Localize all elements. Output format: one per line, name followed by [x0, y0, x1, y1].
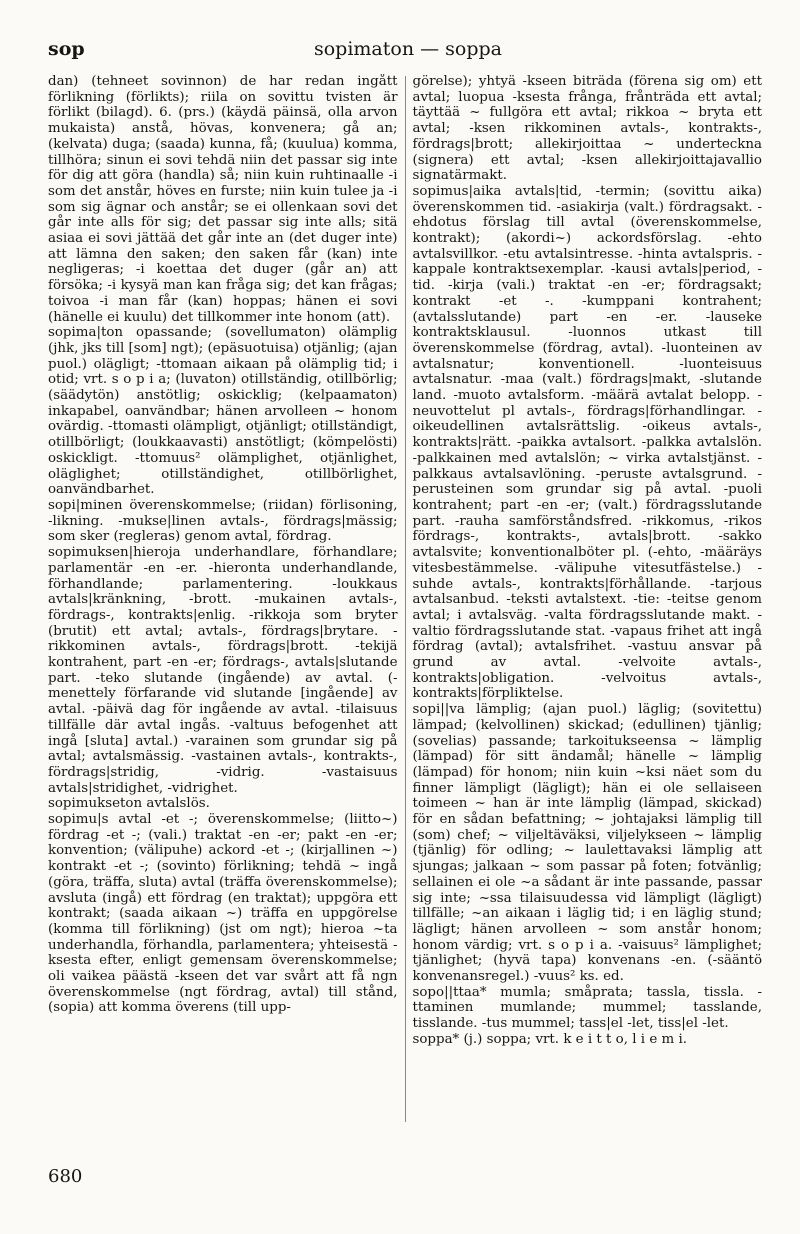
dictionary-entry: sopi||va lämplig; (ajan puol.) läglig; (sovitettu) lämpad; (kelvollinen) skickad; (edullinen) tjänlig; (sovelias) passande; tarkoitukseensa ~ lämplig (lämpad) för sitt ändamål; hänelle ~ lämplig (lämpad) för honom; niin kuin ~ksi näet som du finner lämpligt (lägligt); hän ei ole sellaiseen toimeen ~ han är inte lämplig (lämpad, skickad) för en sådan befattning; ~ johtajaksi lämplig till (som) chef; ~ viljeltäväksi, viljelykseen ~ lämplig (tjänlig) för odling; ~ laulettavaksi lämplig att sjungas; jalkaan ~ som passar på foten; fotvänlig; sellainen ei ole ~a sådant är inte passande, passar sig inte; ~ssa tilaisuudessa vid lämpligt (lägligt) tillfälle; ~an aikaan i läglig tid; i en läglig stund; lägligt; hänen arvolleen ~ som anstår honom; honom värdig; vrt. s o p i a. -vaisuus² lämplighet; tjänlighet; (hyvä tapa) konvenans -en. (-sääntö konvenansregel.) -vuus² ks. ed.	[412, 702, 762, 985]
dictionary-entry: dan) (tehneet sovinnon) de har redan ingått förlikning (förlikts); riila on sovittu tvisten är förlikt (bilagd). 6. (prs.) (käydä päinsä, olla arvon mukaista) anstå, hövas, konvenera; gå an; (kelvata) duga; (saada) kunna, få; (kuulua) komma, tillhöra; sinun ei sovi tehdä niin det passar sig inte för dig att göra (handla) så; niin kuin ruhtinaalle -i som det anstår, höves en furste; niin kuin tulee ja -i som sig ägnar och anstår; se ei ollenkaan sovi det går inte alls för sig; det passar sig inte alls; sitä asiaa ei sovi jättää det går inte an (det duger inte) att lämna den saken; den saken får (kan) inte negligeras; -i koettaa det duger (går an) att försöka; -i kysyä man kan fråga sig; det kan frågas; toivoa -i man får (kan) hoppas; hänen ei sovi (hänelle ei kuulu) det tillkommer inte honom (att).	[48, 74, 398, 325]
dictionary-entry: sopi|minen överenskommelse; (riidan) förlisoning, -likning. -mukse|linen avtals-, fördrags|mässig; som sker (regleras) genom avtal, fördrag.	[48, 497, 398, 545]
guide-word: sop	[48, 38, 85, 60]
dictionary-entry: soppa* (j.) soppa; vrt. k e i t t o, l i e m i.	[412, 1031, 688, 1047]
dictionary-entry: sopima|ton opassande; (sovellumaton) olämplig (jhk, jks till [som] ngt); (epäsuotuisa) otjänlig; (ajan puol.) olägligt; -ttomaan aikaan på olämplig tid; i otid; vrt. s o p i a; (luvaton) otillständig, otillbörlig; (säädytön) anstötlig; oskicklig; (kelpaamaton) inkapabel, oanvändbar; hänen arvolleen ~ honom ovärdig. -ttomasti olämpligt, otjänligt; otillständigt, otillbörligt; (loukkaavasti) anstötligt; (kömpelösti) oskickligt. -ttomuus² olämplighet, otjänlighet, oläglighet; otillständighet, otillbörlighet, oanvändbarhet.	[48, 325, 398, 498]
dictionary-columns	[48, 74, 762, 1124]
page-header	[48, 38, 768, 66]
dictionary-entry: sopo||ttaa* mumla; småprata; tassla, tissla. -ttaminen mumlande; mummel; tasslande, tisslande. -tus mummel; tass|el -let, tiss|el -let.	[412, 984, 762, 1032]
page-number: 680	[48, 1166, 83, 1187]
dictionary-entry: sopimu|s avtal -et -; överenskommelse; (liitto~) fördrag -et -; (vali.) traktat -en -er; pakt -en -er; konvention; (välipuhe) ackord -et -; (kirjallinen ~) kontrakt -et -; (sovinto) förlikning; tehdä ~ ingå (göra, träffa, sluta) avtal (träffa överenskommelse); avsluta (ingå) ett fördrag (en traktat); uppgöra ett kontrakt; (saada aikaan ~) träffa en uppgörelse (komma till förlikning) (jst om ngt); hieroa ~ta underhandla, förhandla, parlamentera; yhteisestä -ksesta efter, enligt gemensam överenskommelse; oli vaikea päästä -kseen det var svårt att få ngn överenskommelse (ngt fördrag, avtal) till stånd, (sopia) att komma överens (till upp-	[48, 812, 398, 1016]
dictionary-entry: görelse); yhtyä -kseen biträda (förena sig om) ett avtal; luopua -ksesta frånga, frånträda ett avtal; täyttää ~ fullgöra ett avtal; rikkoa ~ bryta ett avtal; -ksen rikkominen avtals-, kontrakts-, fördrags|brott; allekirjoittaa ~ underteckna (signera) ett avtal; -ksen allekirjoittajavallio signatärmakt.	[412, 74, 762, 184]
left-column	[48, 74, 405, 1124]
right-column	[406, 74, 763, 1124]
dictionary-entry: sopimus|aika avtals|tid, -termin; (sovittu aika) överenskommen tid. -asiakirja (valt.) fördragsakt. -ehdotus förslag till avtal (överenskommelse, kontrakt); (akordi~) ackordsförslag. -ehto avtalsvillkor. -etu avtalsintresse. -hinta avtalspris. -kappale kontraktsexemplar. -kausi avtals|period, -tid. -kirja (vali.) traktat -en -er; fördragsakt; kontrakt -et -. -kumppani kontrahent; (avtalsslutande) part -en -er. -lauseke kontraktsklausul. -luonnos utkast till överenskommelse (fördrag, avtal). -luonteinen av avtalsnatur; konventionell. -luonteisuus avtalsnatur. -maa (valt.) fördrags|makt, -slutande land. -muoto avtalsform. -määrä avtalat belopp. -neuvottelut pl avtals-, fördrags|förhandlingar. -oikeudellinen avtalsrättslig. -oikeus avtals-, kontrakts|rätt. -paikka avtalsort. -palkka avtalslön. -palkkainen med avtalslön; ~ virka avtalstjänst. -palkkaus avtalsavlöning. -peruste avtalsgrund. -perusteinen som grundar sig på avtal. -puoli kontrahent; part -en -er; (valt.) fördragsslutande part. -rauha samförståndsfred. -rikkomus, -rikos fördrags-, kontrakts-, avtals|brott. -sakko avtalsvite; konventionalböter pl. (-ehto, -määräys vitesbestämmelse. -välipuhe vitesutfästelse.) -suhde avtals-, kontrakts|förhållande. -tarjous avtalsanbud. -teksti avtalstext. -tie: -teitse genom avtal; i avtalsväg. -valta fördragsslutande makt. -valtio fördragsslutande stat. -vapaus frihet att ingå fördrag (avtal); avtalsfrihet. -vastuu ansvar på grund av avtal. -velvoite avtals-, kontrakts|obligation. -velvoitus avtals-, kontrakts|förpliktelse.	[412, 183, 762, 702]
dictionary-entry: sopimukseton avtalslös.	[48, 796, 210, 812]
page-title: sopimaton — soppa	[313, 38, 502, 60]
dictionary-entry: sopimuksen|hieroja underhandlare, förhandlare; parlamentär -en -er. -hieronta underhandlande, förhandlande; parlamentering. -loukkaus avtals|kränkning, -brott. -mukainen avtals-, fördrags-, kontrakts|enlig. -rikkoja som bryter (brutit) ett avtal; avtals-, fördrags|brytare. -rikkominen avtals-, fördrags|brott. -tekijä kontrahent, part -en -er; fördrags-, avtals|slutande part. -teko slutande (ingående) av avtal. (-menettely förfarande vid slutande [ingående] av avtal. -päivä dag för ingående av avtal. -tilaisuus tillfälle där avtal ingås. -valtuus befogenhet att ingå [sluta] avtal.) -varainen som grundar sig på avtal; avtalsmässig. -vastainen avtals-, kontrakts-, fördrags|stridig, -vidrig. -vastaisuus avtals|stridighet, -vidrighet.	[48, 545, 398, 796]
